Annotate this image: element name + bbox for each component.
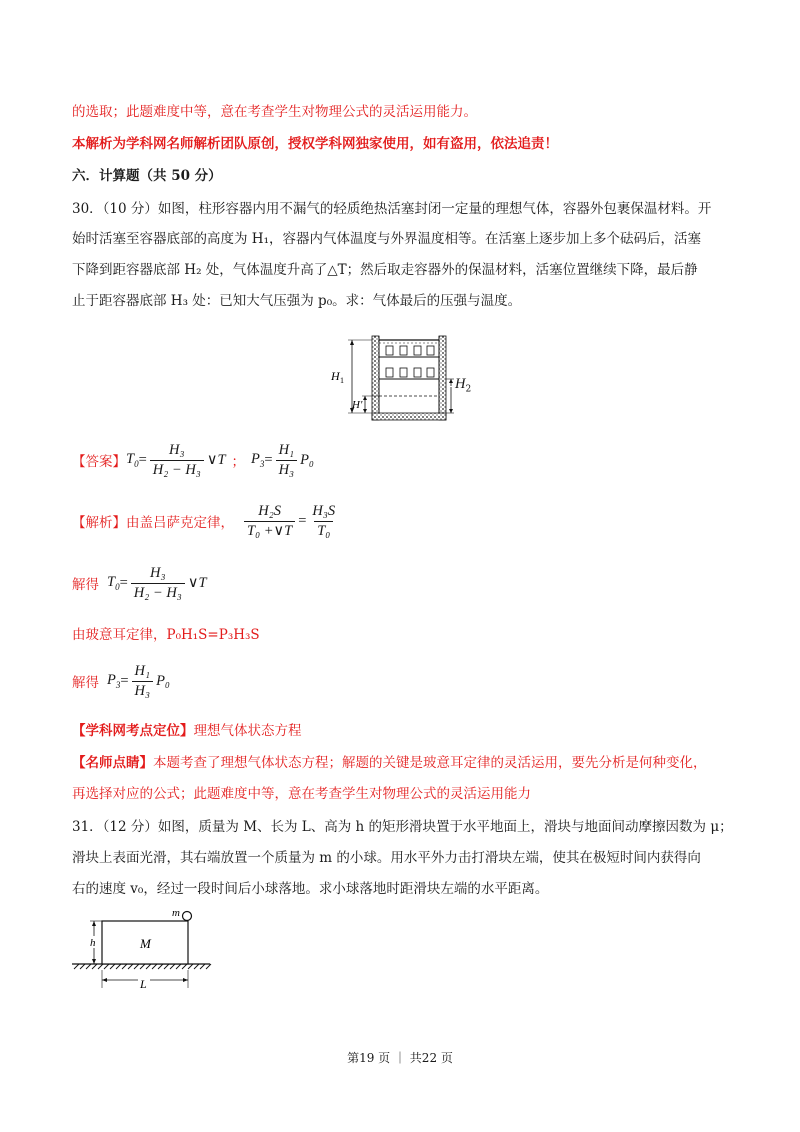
- tip-line-1: [72, 753, 740, 773]
- answer-t0: $T_0$: [126, 451, 139, 469]
- section-title: 六．计算题（共 50 分）: [72, 168, 222, 184]
- gay-lussac-left-fraction: $\frac{\text{H₂S}}{\text{T₀ +∨T}}$: [244, 503, 295, 540]
- solve-1-row: [72, 562, 207, 604]
- analysis-label: 【解析】: [72, 515, 126, 531]
- answer-p3: $P_3$: [251, 451, 265, 469]
- h2-sub: 2: [465, 384, 472, 395]
- q30-line-1: 30．（10 分）如图，柱形容器内用不漏气的轻质绝热活塞封闭一定量的理想气体，容器外包裹保温材料。开: [72, 201, 712, 217]
- h1-label: H: [331, 369, 340, 383]
- knowledge-point-line: [72, 721, 740, 741]
- block-on-ground-figure: [70, 906, 215, 992]
- header-line: 的选取；此题难度中等，意在考查学生对物理公式的灵活运用能力。: [72, 104, 477, 120]
- analysis-row: [72, 500, 341, 542]
- answer-row: [72, 440, 314, 480]
- knowledge-point-text: 理想气体状态方程: [193, 723, 302, 739]
- h-prime-label: H': [352, 399, 363, 411]
- answer-delta-t: ∨T: [206, 451, 226, 468]
- page-footer: 第19 页 ｜ 共22 页: [347, 1051, 453, 1065]
- tip-label: 【名师点睛】: [72, 755, 153, 771]
- solve-2-p0: P₀: [156, 672, 170, 689]
- boyle-law-line: 由玻意耳定律，P₀H₁S=P₃H₃S: [72, 627, 260, 643]
- answer-label: 【答案】: [72, 454, 126, 470]
- h2-label-wrap: [455, 376, 471, 394]
- solve-2-fraction: $\frac{\text{H₁}}{\text{H₃}}$: [132, 663, 154, 700]
- answer-eq: =: [138, 451, 147, 468]
- gay-eq: =: [298, 512, 307, 529]
- answer-separator: ；: [231, 454, 246, 470]
- tip-line-2: 再选择对应的公式；此题难度中等，意在考查学生对物理公式的灵活运用能力: [72, 786, 531, 802]
- h2-label: H: [455, 376, 466, 392]
- answer-p0: P₀: [300, 451, 314, 468]
- answer-t0-fraction: $\frac{\text{H₃}}{\text{H₂ − H₃}}$: [150, 442, 204, 479]
- L-label: L: [140, 977, 147, 991]
- M-label: M: [140, 936, 151, 951]
- solve-2-row: [72, 660, 170, 702]
- solve-1-eq: =: [119, 574, 128, 591]
- h-label: h: [90, 937, 96, 949]
- q30-line-4: 止于距容器底部 H₃ 处：已知大气压强为 p₀。求：气体最后的压强与温度。: [72, 293, 522, 309]
- m-label: m: [172, 907, 180, 919]
- solve-2-eq: =: [120, 672, 129, 689]
- solve-1-delta-t: ∨T: [187, 574, 207, 591]
- q31-line-2: 滑块上表面光滑，其右端放置一个质量为 m 的小球。用水平外力击打滑块左端，使其在极短时间内获得向: [72, 850, 701, 866]
- solve-1-fraction: $\frac{\text{H₃}}{\text{H₂ − H₃}}$: [131, 565, 185, 602]
- q31-line-3: 右的速度 v₀，经过一段时间后小球落地。求小球落地时距滑块左端的水平距离。: [72, 881, 549, 897]
- h1-sub: 1: [340, 376, 344, 385]
- solve-1-t0: $T_0$: [107, 574, 120, 592]
- solve-2-label: 解得: [72, 675, 99, 691]
- solve-2-p3: $P_3$: [107, 672, 121, 690]
- answer-p3-fraction: $\frac{\text{H₁}}{\text{H₃}}$: [276, 442, 298, 479]
- q31-line-1: 31．（12 分）如图，质量为 M、长为 L、高为 h 的矩形滑块置于水平地面上，滑块与地面间动摩擦因数为 μ；: [72, 819, 733, 835]
- solve-1-label: 解得: [72, 577, 99, 593]
- copyright-notice: 本解析为学科网名师解析团队原创，授权学科网独家使用，如有盗用，依法追责！: [72, 136, 558, 152]
- analysis-text: 由盖吕萨克定律，: [126, 515, 234, 531]
- tip-text-1: 本题考查了理想气体状态方程；解题的关键是玻意耳定律的灵活运用，要先分析是何种变化，: [153, 755, 707, 771]
- knowledge-point-label: 【学科网考点定位】: [72, 723, 194, 739]
- answer-eq-2: =: [264, 451, 273, 468]
- q30-line-3: 下降到距容器底部 H₂ 处，气体温度升高了△T；然后取走容器外的保温材料，活塞位置继续下降，最后静: [72, 262, 698, 278]
- q30-line-2: 始时活塞至容器底部的高度为 H₁，容器内气体温度与外界温度相等。在活塞上逐步加上多个砝码后，活塞: [72, 231, 701, 247]
- cylinder-container-figure: [322, 328, 454, 422]
- gay-lussac-right-fraction: $\frac{\text{H₃S}}{\text{T₀}}$: [312, 502, 336, 539]
